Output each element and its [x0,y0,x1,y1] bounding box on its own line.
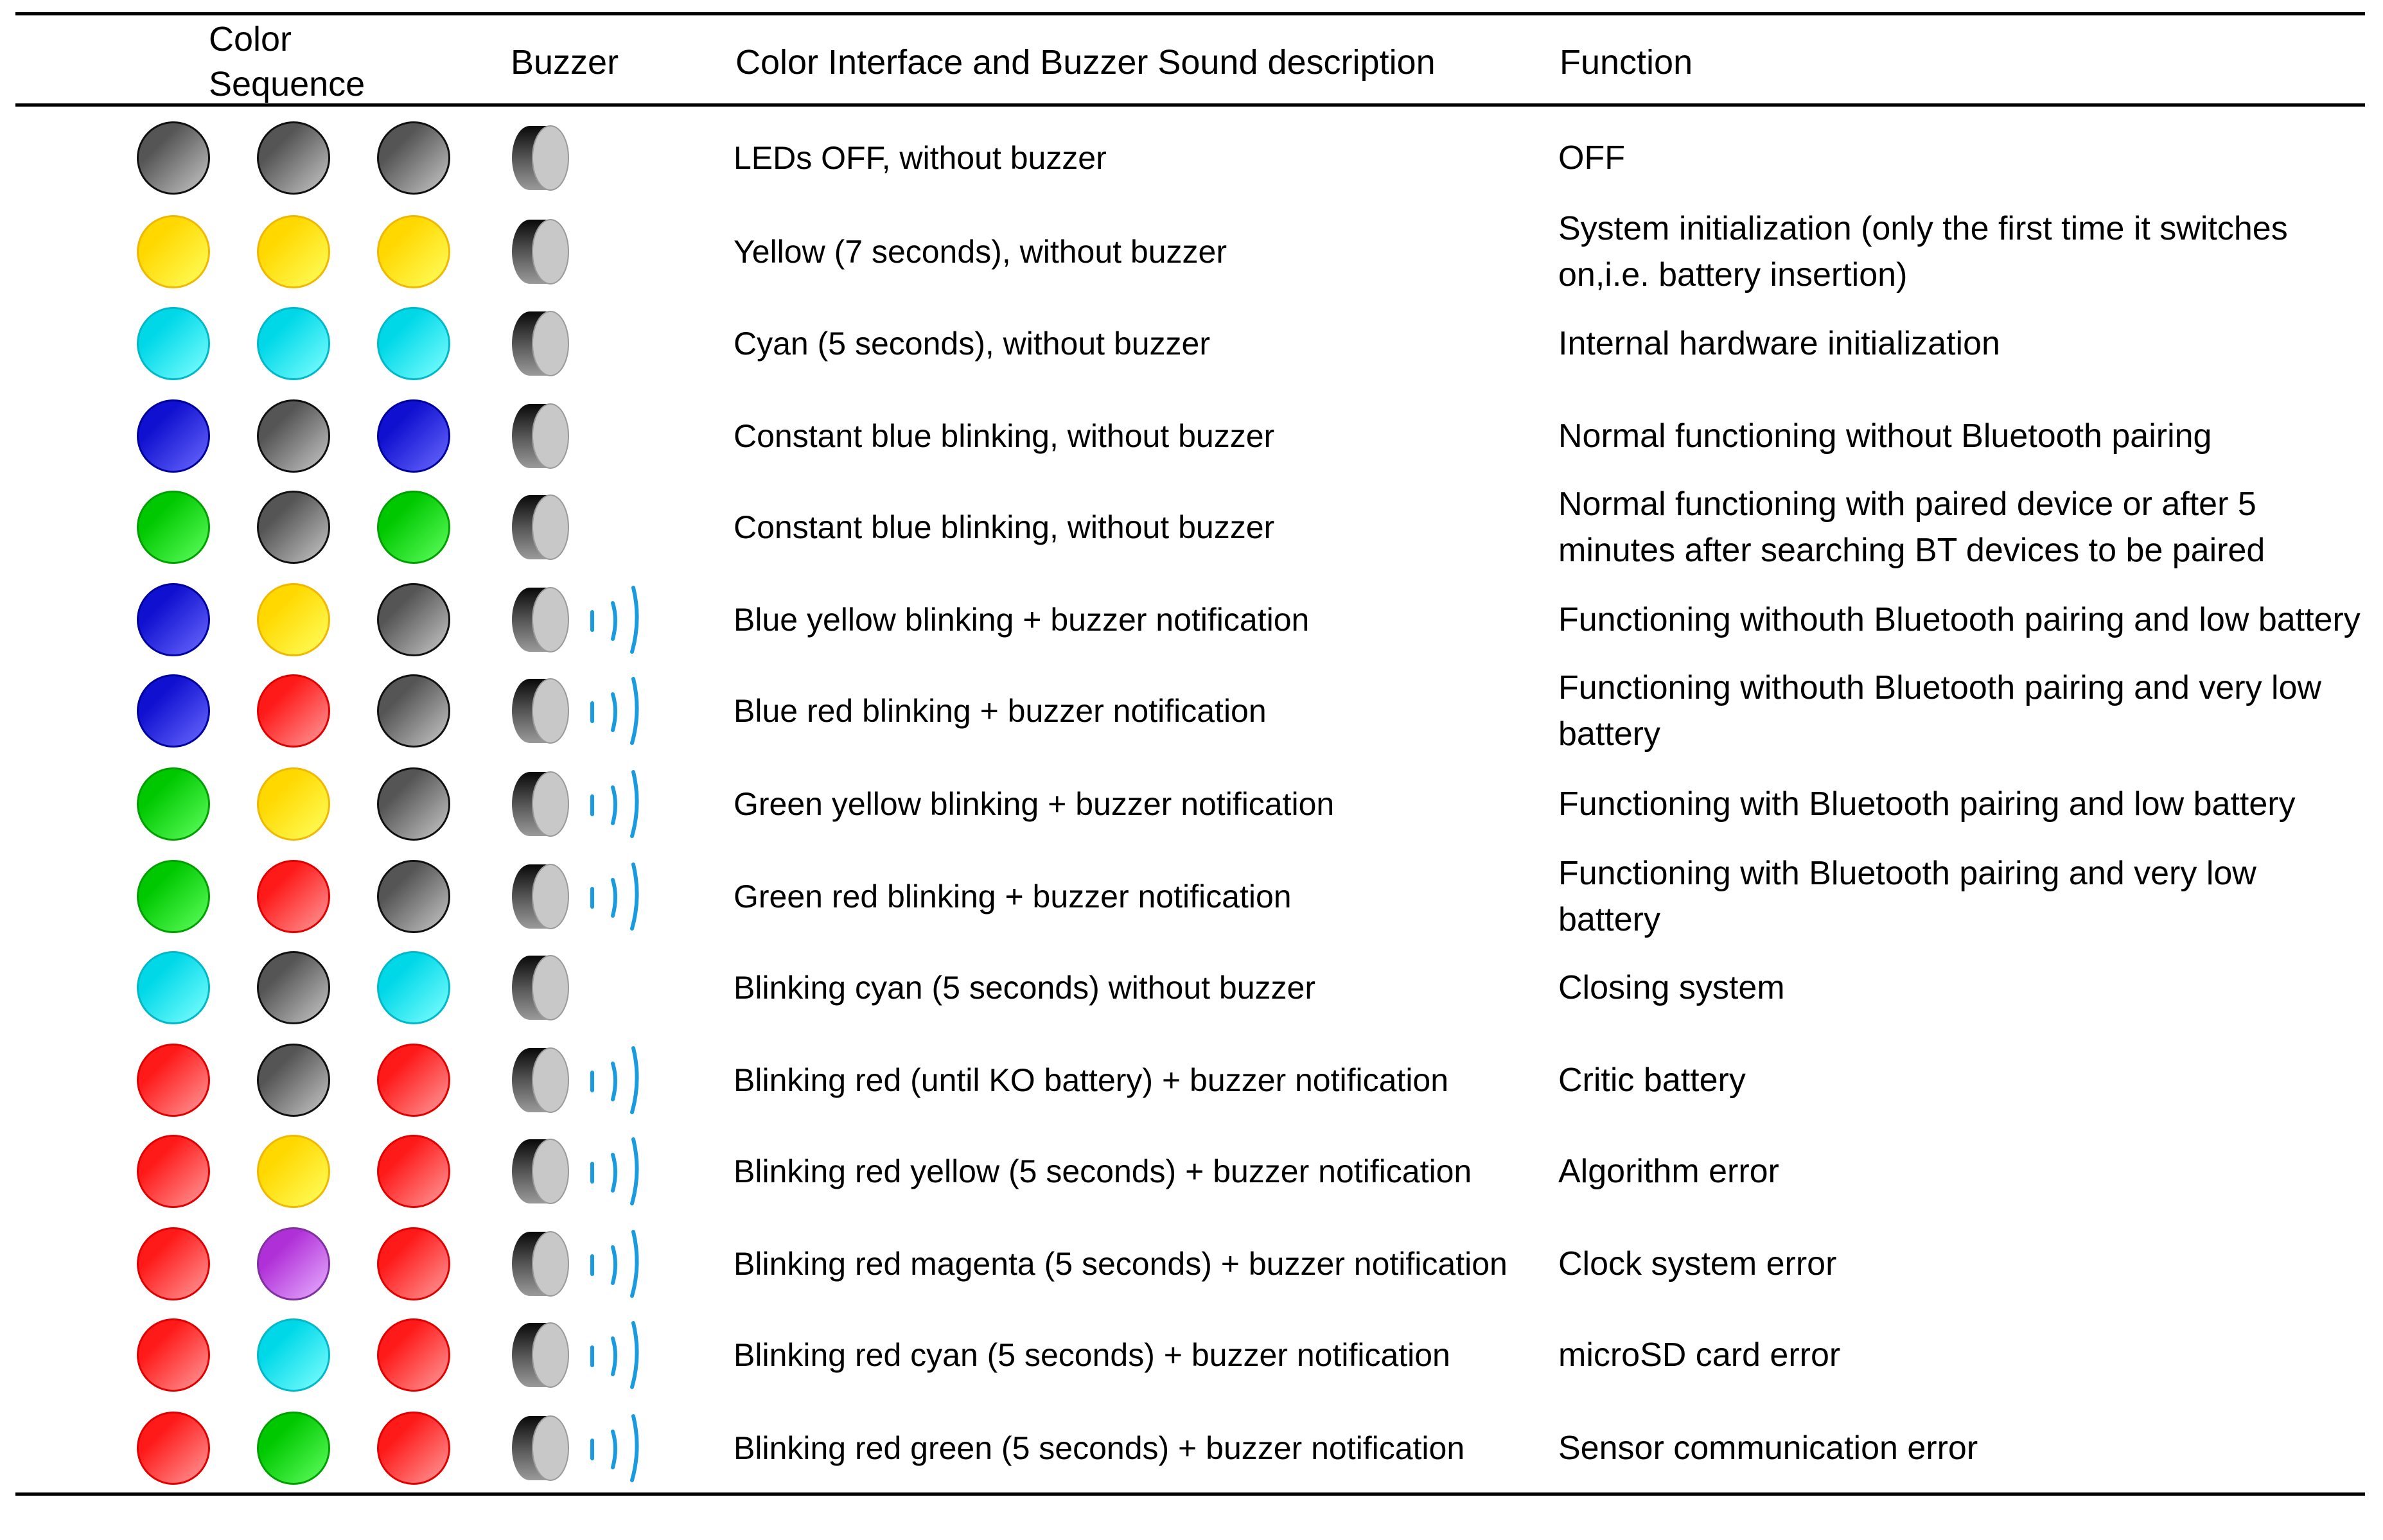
led-2-off-icon [257,491,330,564]
led-2-cyan-icon [257,1318,330,1392]
led-1-green-icon [137,491,210,564]
function-cell: Sensor communication error [1558,1430,1978,1467]
led-2-off-icon [257,951,330,1024]
led-3-green-icon [377,491,450,564]
led-3-cyan-icon [377,951,450,1024]
led-1-blue-icon [137,583,210,656]
sound-waves-icon [586,768,644,840]
led-2-yellow-icon [257,1135,330,1208]
led-1-yellow-icon [137,215,210,288]
function-cell: Functioning withouth Bluetooth pairing and low battery [1558,601,2361,638]
description-cell: Blinking red green (5 seconds) + buzzer notification [734,1430,1465,1466]
function-cell: Closing system [1558,969,1785,1006]
led-3-off-icon [377,674,450,748]
buzzer-icon [511,954,570,1021]
sound-waves-icon [586,1044,644,1116]
description-cell: Blinking red yellow (5 seconds) + buzzer notification [734,1153,1472,1189]
led-3-yellow-icon [377,215,450,288]
sound-waves-icon [586,1319,644,1391]
buzzer-icon [511,1322,570,1388]
description-cell: Cyan (5 seconds), without buzzer [734,326,1211,362]
led-2-magenta-icon [257,1227,330,1300]
buzzer-icon [511,863,570,930]
buzzer-icon [511,771,570,837]
sound-waves-icon [586,584,644,656]
function-cell: System initialization (only the first time it switches on,i.e. battery insertion) [1558,210,2288,293]
buzzer-icon [511,218,570,285]
header-color-sequence-line1: Color [209,20,292,58]
led-1-red-icon [137,1412,210,1485]
description-cell: Blue yellow blinking + buzzer notification [734,602,1310,638]
description-cell: Green yellow blinking + buzzer notification [734,786,1335,822]
led-3-red-icon [377,1044,450,1117]
function-cell: Functioning withouth Bluetooth pairing and very low battery [1558,669,2322,753]
led-3-red-icon [377,1318,450,1392]
led-2-off-icon [257,121,330,195]
header-color-sequence-line2: Sequence [209,65,365,103]
description-cell: Yellow (7 seconds), without buzzer [734,234,1227,270]
led-2-cyan-icon [257,307,330,380]
led-3-red-icon [377,1412,450,1485]
function-cell: Clock system error [1558,1245,1837,1282]
buzzer-icon [511,1047,570,1114]
description-cell: Blinking cyan (5 seconds) without buzzer [734,970,1316,1006]
led-2-green-icon [257,1412,330,1485]
led-3-off-icon [377,583,450,656]
led-3-off-icon [377,121,450,195]
led-3-off-icon [377,860,450,933]
description-cell: Blue red blinking + buzzer notification [734,693,1267,729]
function-cell: Normal functioning with paired device or after 5 minutes after searching BT devices to be paired [1558,486,2265,569]
led-3-cyan-icon [377,307,450,380]
description-cell: Constant blue blinking, without buzzer [734,509,1275,545]
buzzer-icon [511,125,570,191]
led-1-green-icon [137,767,210,841]
function-cell: microSD card error [1558,1336,1841,1374]
led-2-off-icon [257,399,330,473]
bottom-rule [15,1492,2365,1496]
led-1-red-icon [137,1135,210,1208]
description-cell: LEDs OFF, without buzzer [734,140,1107,176]
led-1-blue-icon [137,399,210,473]
led-2-yellow-icon [257,215,330,288]
led-2-red-icon [257,674,330,748]
buzzer-icon [511,678,570,744]
buzzer-icon [511,586,570,653]
description-cell: Green red blinking + buzzer notification [734,879,1292,914]
led-1-blue-icon [137,674,210,748]
description-cell: Blinking red cyan (5 seconds) + buzzer notification [734,1337,1450,1373]
function-cell: Internal hardware initialization [1558,325,2000,362]
led-3-off-icon [377,767,450,841]
description-cell: Blinking red (until KO battery) + buzzer notification [734,1062,1449,1098]
led-2-red-icon [257,860,330,933]
function-cell: OFF [1558,139,1625,177]
header-function: Function [1560,43,1693,82]
buzzer-icon [511,1138,570,1205]
led-2-yellow-icon [257,583,330,656]
header-rule [15,103,2365,107]
description-cell: Constant blue blinking, without buzzer [734,418,1275,454]
function-cell: Normal functioning without Bluetooth pairing [1558,417,2212,455]
led-1-cyan-icon [137,307,210,380]
led-1-red-icon [137,1227,210,1300]
led-3-red-icon [377,1227,450,1300]
sound-waves-icon [586,1228,644,1300]
buzzer-icon [511,494,570,561]
sound-waves-icon [586,1135,644,1207]
buzzer-icon [511,403,570,469]
sound-waves-icon [586,675,644,747]
led-2-off-icon [257,1044,330,1117]
top-rule [15,12,2365,15]
led-1-off-icon [137,121,210,195]
led-3-blue-icon [377,399,450,473]
header-description: Color Interface and Buzzer Sound description [735,43,1436,82]
buzzer-icon [511,310,570,377]
function-cell: Critic battery [1558,1062,1746,1099]
description-cell: Blinking red magenta (5 seconds) + buzzer notification [734,1246,1508,1282]
header-buzzer: Buzzer [511,43,619,82]
led-1-red-icon [137,1044,210,1117]
buzzer-icon [511,1415,570,1482]
led-1-red-icon [137,1318,210,1392]
function-cell: Algorithm error [1558,1153,1779,1190]
buzzer-icon [511,1230,570,1297]
led-1-green-icon [137,860,210,933]
led-3-red-icon [377,1135,450,1208]
sound-waves-icon [586,861,644,932]
function-cell: Functioning with Bluetooth pairing and low battery [1558,785,2296,823]
led-2-yellow-icon [257,767,330,841]
function-cell: Functioning with Bluetooth pairing and very low battery [1558,855,2256,938]
led-1-cyan-icon [137,951,210,1024]
sound-waves-icon [586,1412,644,1484]
